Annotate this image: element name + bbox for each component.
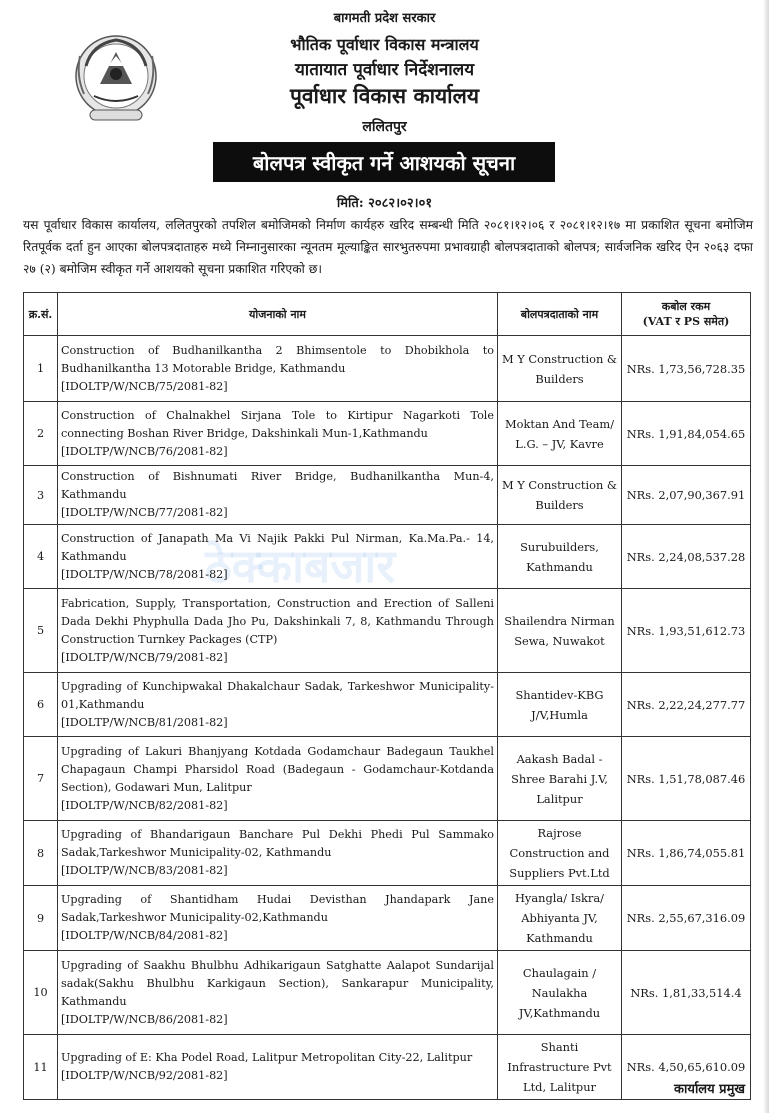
row-project [58, 336, 498, 402]
row-project [58, 1035, 498, 1100]
row-sn: 4 [24, 525, 58, 589]
row-amount: NRs. 1,86,74,055.81 [622, 821, 751, 886]
row-project [58, 821, 498, 886]
row-bidder: Shantidev-KBG J/V,Humla [498, 673, 622, 737]
project-name: Upgrading of Lakuri Bhanjyang Kotdada Godamchaur Badegaun Taukhel Chapagaun Champi Pharsidol Road (Badegaun - Godamchaur-Kotdanda Section), Godawari Mun, Lalitpur [61, 744, 494, 794]
row-amount: NRs. 1,91,84,054.65 [622, 402, 751, 466]
project-ref: [IDOLTP/W/NCB/84/2081-82] [61, 929, 228, 942]
project-name: Construction of Chalnakhel Sirjana Tole to Kirtipur Nagarkoti Tole connecting Boshan River Bridge, Dakshinkali Mun-1,Kathmandu [61, 408, 494, 440]
project-ref: [IDOLTP/W/NCB/81/2081-82] [61, 715, 228, 729]
row-bidder: Shanti Infrastructure Pvt Ltd, Lalitpur [498, 1035, 622, 1100]
row-amount: NRs. 1,51,78,087.46 [622, 737, 751, 821]
table-row [24, 336, 751, 402]
row-amount: NRs. 2,22,24,277.77 [622, 673, 751, 737]
project-name: Construction of Janapath Ma Vi Najik Pakki Pul Nirman, Ka.Ma.Pa.- 14, Kathmandu [61, 531, 494, 563]
row-project [58, 886, 498, 951]
intro-paragraph: यस पूर्वाधार विकास कार्यालय, ललितपुरको तपशिल बमोजिमको निर्माण कार्यहरु खरिद सम्बन्धी मिति २०८१।१२।०६ र २०८१।१२।१७ मा प्रकाशित सूचना बमोजिम रितपूर्वक दर्ता हुन आएका बोलपत्रदाताहरु मध्ये निम्नानुसारका न्यूनतम मूल्याङ्कित सारभुतरुपमा प्रभावग्राही बोलपत्रदाताको बोलपत्र; सार्वजनिक खरिद ऐन २०६३ दफा २७ (२) बमोजिम स्वीकृत गर्ने आशयको सूचना प्रकाशित गरिएको छ। [23, 218, 753, 276]
project-ref: [IDOLTP/W/NCB/83/2081-82] [61, 864, 228, 877]
row-sn: 9 [24, 886, 58, 951]
project-name: Upgrading of Bhandarigaun Banchare Pul Dekhi Phedi Pul Sammako Sadak,Tarkeshwor Municipality-02, Kathmandu [61, 828, 494, 859]
row-amount: NRs. 1,81,33,514.4 [622, 951, 751, 1035]
table-row [24, 466, 751, 525]
row-amount: NRs. 2,55,67,316.09 [622, 886, 751, 951]
row-sn: 8 [24, 821, 58, 886]
row-project [58, 402, 498, 466]
row-bidder: Rajrose Construction and Suppliers Pvt.Ltd [498, 821, 622, 886]
column-header-project: योजनाको नाम [58, 293, 498, 336]
row-bidder: Chaulagain / Naulakha JV,Kathmandu [498, 951, 622, 1035]
row-project [58, 737, 498, 821]
row-sn: 10 [24, 951, 58, 1035]
table-header-row [24, 293, 751, 336]
award-table [23, 292, 751, 1100]
row-sn: 11 [24, 1035, 58, 1100]
row-project [58, 673, 498, 737]
table-row [24, 589, 751, 673]
row-amount: NRs. 4,50,65,610.09 [622, 1035, 751, 1100]
row-amount: NRs. 1,93,51,612.73 [622, 589, 751, 673]
row-project [58, 589, 498, 673]
office-name: पूर्वाधार विकास कार्यालय [289, 83, 480, 108]
row-amount: NRs. 2,24,08,537.28 [622, 525, 751, 589]
row-sn: 5 [24, 589, 58, 673]
amount-header-line1: कबोल रकम [661, 300, 711, 313]
table-row [24, 402, 751, 466]
row-sn: 7 [24, 737, 58, 821]
row-bidder: Shailendra Nirman Sewa, Nuwakot [498, 589, 622, 673]
table-row [24, 525, 751, 589]
table-row [24, 1035, 751, 1100]
project-name: Construction of Bishnumati River Bridge, Budhanilkantha Mun-4, Kathmandu [61, 470, 494, 501]
project-ref: [IDOLTP/W/NCB/77/2081-82] [61, 506, 228, 519]
table-row [24, 951, 751, 1035]
row-bidder: Aakash Badal - Shree Barahi J.V, Lalitpur [498, 737, 622, 821]
table-row [24, 886, 751, 951]
row-project [58, 951, 498, 1035]
table-row [24, 673, 751, 737]
watermark: ठेक्काबजार [205, 539, 396, 593]
project-ref: [IDOLTP/W/NCB/78/2081-82] [61, 567, 228, 581]
ministry-name: भौतिक पूर्वाधार विकास मन्त्रालय [290, 35, 479, 54]
column-header-sn: क्र.सं. [24, 293, 58, 336]
row-project [58, 525, 498, 589]
row-sn: 3 [24, 466, 58, 525]
table-row [24, 737, 751, 821]
row-bidder: M Y Construction & Builders [498, 466, 622, 525]
amount-header-line2: (VAT र PS समेत) [642, 315, 730, 328]
project-ref: [IDOLTP/W/NCB/79/2081-82] [61, 650, 228, 664]
project-ref: [IDOLTP/W/NCB/75/2081-82] [61, 379, 228, 393]
row-project [58, 466, 498, 525]
project-ref: [IDOLTP/W/NCB/76/2081-82] [61, 444, 228, 458]
office-location: ललितपुर [362, 119, 407, 135]
row-bidder: Surubuilders, Kathmandu [498, 525, 622, 589]
notice-date: मिति: २०८२।०२।०१ [336, 196, 433, 211]
table-row [24, 821, 751, 886]
row-amount: NRs. 2,07,90,367.91 [622, 466, 751, 525]
signature-label: कार्यालय प्रमुख [674, 1082, 745, 1097]
row-amount: NRs. 1,73,56,728.35 [622, 336, 751, 402]
column-header-amount [622, 293, 751, 336]
project-name: Construction of Budhanilkantha 2 Bhimsentole to Dhobikhola to Budhanilkantha 13 Motorable Bridge, Kathmandu [61, 343, 494, 375]
project-ref: [IDOLTP/W/NCB/92/2081-82] [61, 1069, 228, 1082]
project-name: Upgrading of Shantidham Hudai Devisthan Jhandapark Jane Sadak,Tarkeshwor Municipality-02,Kathmandu [61, 893, 494, 924]
project-name: Upgrading of Kunchipwakal Dhakalchaur Sadak, Tarkeshwor Municipality-01,Kathmandu [61, 679, 494, 711]
directorate-name: यातायात पूर्वाधार निर्देशनालय [294, 60, 475, 80]
row-sn: 2 [24, 402, 58, 466]
row-bidder: Moktan And Team/ L.G. – JV, Kavre [498, 402, 622, 466]
page-edge [763, 0, 769, 1113]
notice-title: बोलपत्र स्वीकृत गर्ने आशयको सूचना [213, 142, 555, 182]
project-name: Upgrading of E: Kha Podel Road, Lalitpur Metropolitan City-22, Lalitpur [61, 1051, 473, 1064]
government-name: बागमती प्रदेश सरकार [333, 11, 436, 26]
row-bidder: Hyangla/ Iskra/ Abhiyanta JV, Kathmandu [498, 886, 622, 951]
project-ref: [IDOLTP/W/NCB/86/2081-82] [61, 1012, 228, 1026]
project-name: Fabrication, Supply, Transportation, Construction and Erection of Salleni Dada Dekhi Phyphulla Dada Jho Pu, Dakshinkali 7, 8, Kathmandu Through Construction Turnkey Packages (CTP) [61, 596, 494, 646]
row-sn: 1 [24, 336, 58, 402]
project-name: Upgrading of Saakhu Bhulbhu Adhikarigaun Satghatte Aalapot Sundarijal sadak(Sakhu Bhulbhu Karkigaun Section), Sankarapur Municipality, Kathmandu [61, 958, 494, 1008]
column-header-bidder: बोलपत्रदाताको नाम [498, 293, 622, 336]
row-bidder: M Y Construction & Builders [498, 336, 622, 402]
row-sn: 6 [24, 673, 58, 737]
project-ref: [IDOLTP/W/NCB/82/2081-82] [61, 798, 228, 812]
